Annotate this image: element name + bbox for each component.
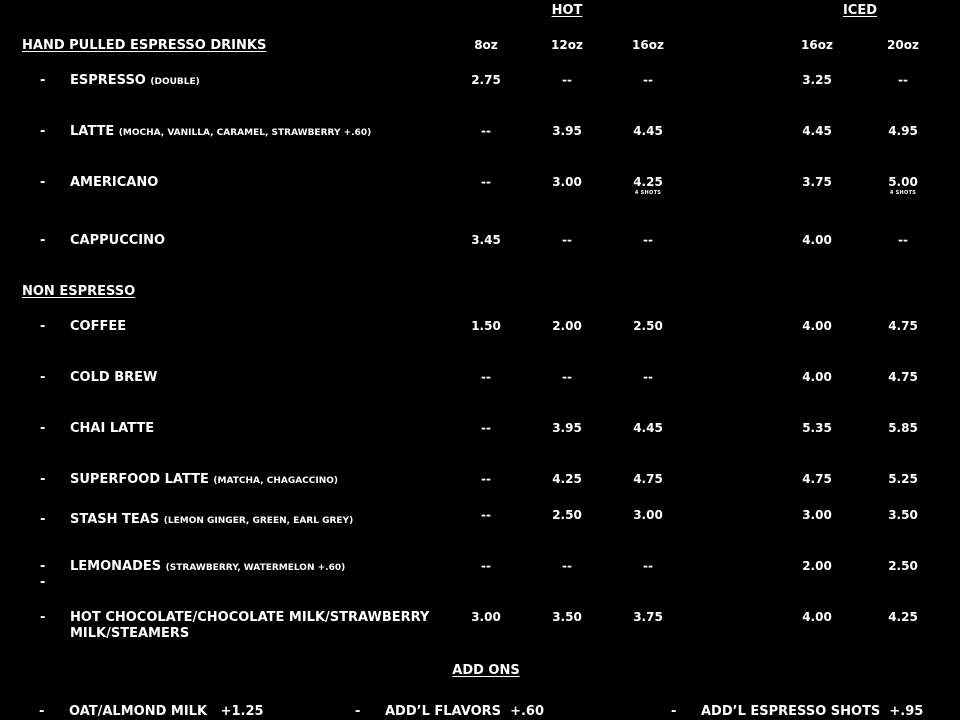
item-superfood-latte: SUPERFOOD LATTE (MATCHA, CHAGACCINO) xyxy=(70,472,339,487)
price-cell: 3.00 xyxy=(471,610,501,624)
item-chai-latte: CHAI LATTE xyxy=(70,421,155,436)
item-lemonades: LEMONADES (STRAWBERRY, WATERMELON +.60) xyxy=(70,559,346,574)
shots-note: 4 SHOTS xyxy=(634,190,662,196)
price-cell: 4.75 xyxy=(888,319,918,333)
price-cell: 5.85 xyxy=(888,421,918,435)
price-cell: 3.00 xyxy=(633,508,663,522)
price-cell: 2.75 xyxy=(471,73,501,87)
price-cell: 3.75 xyxy=(633,610,663,624)
bullet-dash: - xyxy=(40,73,46,88)
price-cell: 3.95 xyxy=(552,124,582,138)
bullet-dash: - xyxy=(40,512,46,527)
price-cell: 5.00 xyxy=(888,175,918,189)
price-cell: 2.50 xyxy=(888,559,918,573)
iced-header: ICED xyxy=(842,3,878,18)
bullet-dash: - xyxy=(40,421,46,436)
price-cell: 2.00 xyxy=(802,559,832,573)
price-cell: 3.00 xyxy=(552,175,582,189)
size-hot-12oz: 12oz xyxy=(551,38,583,52)
item-americano: AMERICANO xyxy=(70,175,159,190)
bullet-dash: - xyxy=(355,704,361,719)
price-cell: -- xyxy=(562,233,572,247)
price-cell: 3.50 xyxy=(888,508,918,522)
price-cell: 2.00 xyxy=(552,319,582,333)
price-cell: -- xyxy=(481,370,491,384)
price-cell: 4.45 xyxy=(633,421,663,435)
price-cell: 3.95 xyxy=(552,421,582,435)
addon-espresso-shots: ADD’L ESPRESSO SHOTS +.95 xyxy=(701,704,924,719)
price-cell: 1.50 xyxy=(471,319,501,333)
price-cell: -- xyxy=(481,559,491,573)
item-cappuccino: CAPPUCCINO xyxy=(70,233,166,248)
bullet-dash: - xyxy=(40,472,46,487)
price-cell: 4.45 xyxy=(633,124,663,138)
bullet-dash: - xyxy=(39,704,45,719)
size-hot-16oz: 16oz xyxy=(632,38,664,52)
bullet-dash: - xyxy=(40,370,46,385)
price-cell: -- xyxy=(481,175,491,189)
price-cell: 4.00 xyxy=(802,319,832,333)
addon-flavors: ADD’L FLAVORS +.60 xyxy=(385,704,544,719)
price-cell: 4.75 xyxy=(802,472,832,486)
size-8oz: 8oz xyxy=(474,38,498,52)
bullet-dash: - xyxy=(671,704,677,719)
price-cell: -- xyxy=(643,73,653,87)
price-cell: 2.50 xyxy=(552,508,582,522)
addon-oat-almond-milk: OAT/ALMOND MILK +1.25 xyxy=(69,704,264,719)
size-iced-16oz: 16oz xyxy=(801,38,833,52)
price-cell: -- xyxy=(481,421,491,435)
item-coffee: COFFEE xyxy=(70,319,127,334)
price-cell: -- xyxy=(562,559,572,573)
price-cell: -- xyxy=(481,508,491,522)
price-cell: -- xyxy=(643,370,653,384)
price-cell: 5.25 xyxy=(888,472,918,486)
price-cell: 3.00 xyxy=(802,508,832,522)
price-cell: -- xyxy=(562,370,572,384)
price-cell: 4.45 xyxy=(802,124,832,138)
price-cell: 4.25 xyxy=(633,175,663,189)
bullet-dash: - xyxy=(40,559,46,574)
item-hot-chocolate: HOT CHOCOLATE/CHOCOLATE MILK/STRAWBERRY xyxy=(70,610,430,625)
price-cell: 4.00 xyxy=(802,233,832,247)
bullet-dash: - xyxy=(40,575,46,590)
size-iced-20oz: 20oz xyxy=(887,38,919,52)
price-cell: 3.75 xyxy=(802,175,832,189)
price-cell: 3.45 xyxy=(471,233,501,247)
price-cell: 4.25 xyxy=(888,610,918,624)
shots-note: 4 SHOTS xyxy=(889,190,917,196)
item-stash-teas: STASH TEAS (LEMON GINGER, GREEN, EARL GREY) xyxy=(70,512,354,527)
price-cell: -- xyxy=(643,233,653,247)
bullet-dash: - xyxy=(40,319,46,334)
price-cell: 4.00 xyxy=(802,370,832,384)
price-cell: 4.25 xyxy=(552,472,582,486)
section-espresso-title: HAND PULLED ESPRESSO DRINKS xyxy=(22,38,267,53)
bullet-dash: - xyxy=(40,233,46,248)
bullet-dash: - xyxy=(40,175,46,190)
item-espresso: ESPRESSO (DOUBLE) xyxy=(70,73,200,88)
bullet-dash: - xyxy=(40,124,46,139)
price-cell: -- xyxy=(481,472,491,486)
price-cell: 5.35 xyxy=(802,421,832,435)
price-cell: 4.75 xyxy=(888,370,918,384)
item-latte: LATTE (MOCHA, VANILLA, CARAMEL, STRAWBERRY +.60) xyxy=(70,124,372,139)
price-cell: -- xyxy=(898,233,908,247)
price-cell: -- xyxy=(481,124,491,138)
hot-header: HOT xyxy=(551,3,583,18)
price-cell: 3.50 xyxy=(552,610,582,624)
price-cell: 4.95 xyxy=(888,124,918,138)
section-non-espresso-title: NON ESPRESSO xyxy=(22,284,136,299)
price-cell: -- xyxy=(643,559,653,573)
price-cell: 3.25 xyxy=(802,73,832,87)
section-add-ons-title: ADD ONS xyxy=(452,663,520,678)
price-cell: -- xyxy=(562,73,572,87)
item-cold-brew: COLD BREW xyxy=(70,370,158,385)
item-hot-chocolate-line2: MILK/STEAMERS xyxy=(70,626,190,641)
price-cell: 2.50 xyxy=(633,319,663,333)
price-cell: 4.75 xyxy=(633,472,663,486)
price-cell: 4.00 xyxy=(802,610,832,624)
bullet-dash: - xyxy=(40,610,46,625)
price-cell: -- xyxy=(898,73,908,87)
